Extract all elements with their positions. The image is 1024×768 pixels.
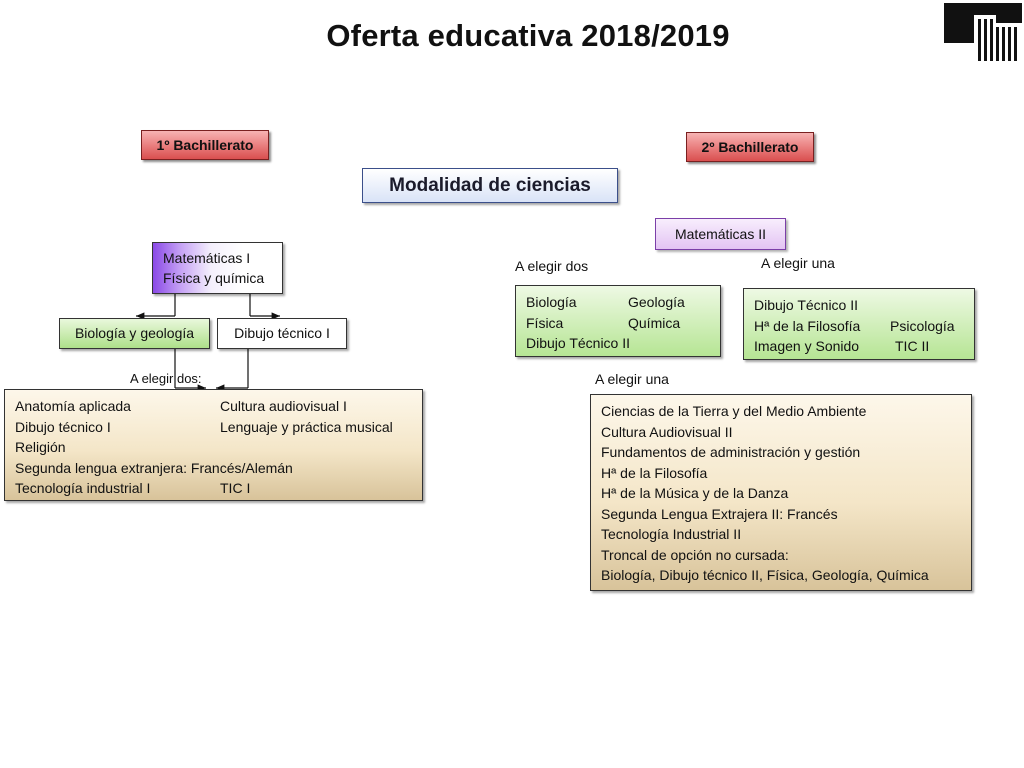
core-subject: Física y química	[163, 270, 265, 286]
list-item: Hª de la Música y de la Danza	[601, 485, 789, 501]
page-title: Oferta educativa 2018/2019	[326, 18, 730, 53]
list-item: Segunda Lengua Extrajera II: Francés	[601, 505, 838, 522]
second-year-label: 2º Bachillerato	[686, 132, 814, 162]
list-item: Dibujo Técnico II	[754, 297, 859, 313]
list-item: Fundamentos de administración y gestión	[601, 444, 861, 460]
list-item: Tecnología industrial I TIC I	[15, 480, 251, 496]
modalidad-title: Modalidad de ciencias	[362, 168, 618, 203]
option-dibujo-tecnico: Dibujo técnico I	[217, 318, 347, 349]
school-logo	[944, 3, 1022, 61]
choose-one-box	[743, 288, 975, 360]
first-year-electives-box	[4, 389, 423, 501]
list-item: Anatomía aplicada Cultura audiovisual I	[15, 398, 347, 414]
list-item: Ciencias de la Tierra y del Medio Ambiente	[601, 403, 867, 419]
list-item: Dibujo Técnico II	[526, 335, 631, 351]
list-item: Religión	[15, 439, 66, 455]
choose-two-box	[515, 285, 721, 357]
list-item: Hª de la Filosofía Psicología	[754, 317, 955, 334]
core-subject: Matemáticas I	[163, 250, 251, 266]
first-year-elective-label: A elegir dos:	[130, 371, 202, 386]
list-item: Hª de la Filosofía	[601, 464, 708, 481]
list-item: Troncal de opción no cursada:	[601, 546, 789, 563]
choose-two-label: A elegir dos	[515, 258, 589, 274]
list-item: Biología Geología	[526, 294, 685, 310]
choose-one-b-box	[590, 394, 972, 591]
first-year-core-box	[152, 242, 283, 294]
choose-one-label: A elegir una	[761, 255, 835, 271]
list-item: Dibujo técnico I Lenguaje y práctica musical	[15, 418, 393, 435]
choose-one-b-label: A elegir una	[595, 371, 669, 387]
list-item: Segunda lengua extranjera: Francés/Alemán	[15, 459, 293, 476]
option-biologia-geologia: Biología y geología	[59, 318, 210, 349]
list-item: Cultura Audiovisual II	[601, 423, 733, 440]
list-item: Tecnología Industrial II	[601, 526, 742, 542]
list-item: Biología, Dibujo técnico II, Física, Geología, Química	[601, 567, 929, 583]
list-item: Física Química	[526, 314, 681, 331]
first-year-label: 1º Bachillerato	[141, 130, 269, 160]
second-year-core: Matemáticas II	[655, 218, 786, 250]
list-item: Imagen y Sonido TIC II	[754, 338, 930, 354]
